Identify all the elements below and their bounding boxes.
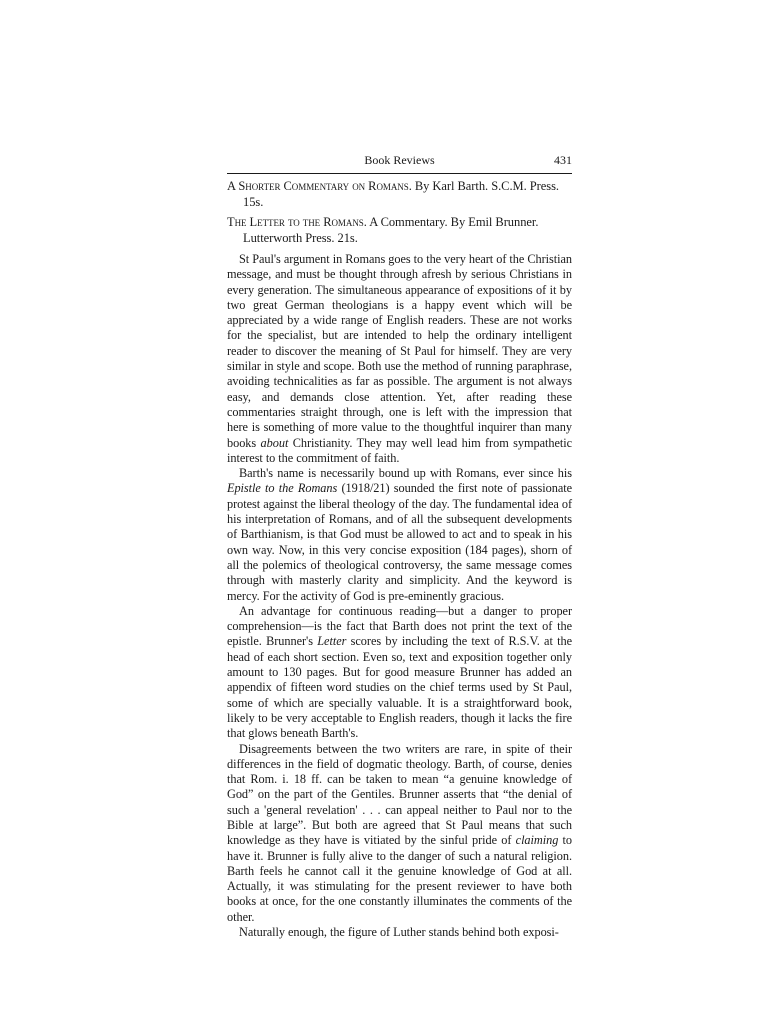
paragraph-text: Naturally enough, the figure of Luther stands behind both exposi- — [239, 925, 559, 940]
body-paragraph — [227, 925, 572, 940]
paragraph-text: scores by including the text of R.S.V. at the head of each short section. Even so, text and exposition together only amount to 130 pages. But for good measure Brunner has added an appendix of fifteen word studies on the chief terms used by St Paul, some of which are specially valuable. It is a straightforward book, likely to be very acceptable to English readers, though it lacks the fire that glows beneath Barth's. — [227, 634, 572, 741]
body-paragraph — [227, 466, 572, 604]
body-paragraph — [227, 742, 572, 926]
paragraph-text: to have it. Brunner is fully alive to the danger of such a natural religion. Barth feels he cannot call it the genuine knowledge of God at all. Actually, it was stimulating for the present reviewer to have both books at once, for the one constantly illuminates the comments of the other. — [227, 833, 572, 924]
review-citation — [227, 178, 572, 210]
book-details: A Commentary. By Emil Brunner. Lutterworth Press. 21s. — [243, 215, 539, 245]
review-text — [227, 178, 572, 940]
running-title: Book Reviews — [364, 153, 435, 167]
book-details: By Karl Barth. S.C.M. Press. 15s. — [243, 179, 559, 209]
body-paragraph — [227, 252, 572, 466]
book-title: The Letter to the Romans. — [227, 215, 367, 229]
italic-text: claiming — [515, 833, 559, 848]
paragraph-text: An advantage for continuous reading—but a danger to proper comprehension—is the fact that Barth does not print the text of the epistle. Brunner's — [227, 603, 572, 649]
italic-text: Epistle to the Romans — [227, 481, 338, 496]
review-citation — [227, 214, 572, 246]
paragraph-text: Christianity. They may well lead him from sympathetic interest to the commitment of faith. — [227, 435, 572, 465]
page-number: 431 — [554, 153, 572, 167]
paragraph-text: Disagreements between the two writers are rare, in spite of their differences in the field of dogmatic theology. Barth, of course, denies that Rom. i. 18 ff. can be taken to mean “a genuine knowledge of God” on the part of the Gentiles. Brunner asserts that “the denial of such a 'general revelation' . . . can appeal neither to Paul nor to the Bible at large”. But both are agreed that St Paul means that such knowledge as they have is vitiated by the sinful pride of — [227, 741, 572, 848]
header-rule — [227, 173, 572, 174]
book-title: A Shorter Commentary on Romans. — [227, 179, 412, 193]
paragraph-text: St Paul's argument in Romans goes to the very heart of the Christian message, and must be thought through afresh by serious Christians in every generation. The simultaneous appearance of expositions of it by two great German theologians is a happy event which will be appreciated by a wide range of English readers. These are not works for the specialist, but are intended to help the ordinary intelligent reader to discover the meaning of St Paul for himself. They are very similar in style and scope. Both use the method of running paraphrase, avoiding technicalities as far as possible. The argument is not always easy, and demands close attention. Yet, after reading these commentaries straight through, one is left with the impression that here is something of more value to the thoughtful inquirer than many books — [227, 252, 572, 450]
review-body — [227, 252, 572, 940]
italic-text: Letter — [317, 634, 347, 649]
paragraph-text: Barth's name is necessarily bound up with Romans, ever since his — [239, 466, 572, 481]
italic-text: about — [260, 435, 289, 450]
body-paragraph — [227, 604, 572, 742]
paragraph-text: (1918/21) sounded the first note of passionate protest against the liberal theology of the day. The fundamental idea of his interpretation of Romans, and of all the subsequent developments of Barthianism, is that God must be allowed to act and to speak in his own way. Now, in this very concise exposition (184 pages), shorn of all the polemics of theological controversy, the same message comes through with masterly clarity and simplicity. And the keyword is mercy. For the activity of God is pre-eminently gracious. — [227, 481, 573, 603]
